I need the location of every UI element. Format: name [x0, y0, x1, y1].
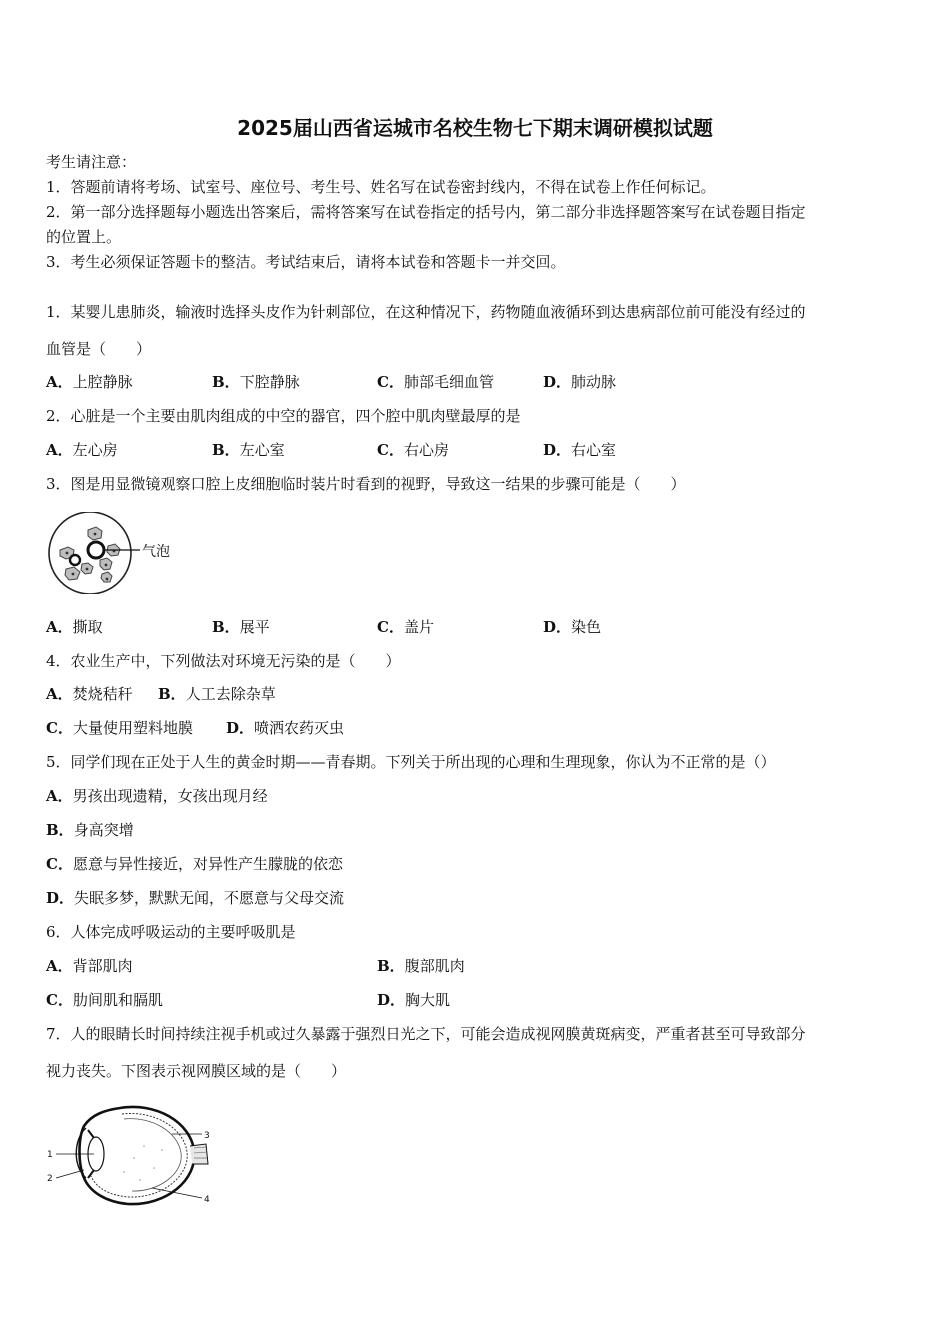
eye-label-4: 4 — [204, 1195, 210, 1205]
question-7-stem: 7．人的眼睛长时间持续注视手机或过久暴露于强烈日光之下，可能会造成视网膜黄斑病变，严重者甚至可导致部分 — [46, 1025, 806, 1043]
notice-item: 的位置上。 — [46, 228, 122, 246]
question-1-stem: 1．某婴儿患肺炎，输液时选择头皮作为针刺部位，在这种情况下，药物随血液循环到达患病部位前可能没有经过的 — [46, 303, 806, 321]
option-b[interactable]: B．下腔静脉 — [212, 373, 300, 391]
option-c[interactable]: C．肺部毛细血管 — [377, 373, 494, 391]
option-d[interactable]: D．喷洒农药灭虫 — [226, 719, 345, 737]
option-c[interactable]: C．愿意与异性接近，对异性产生朦胧的依恋 — [46, 855, 343, 873]
option-a[interactable]: A．上腔静脉 — [46, 373, 133, 391]
option-b[interactable]: B．人工去除杂草 — [158, 685, 276, 703]
eye-diagram-figure — [44, 1098, 216, 1210]
option-b[interactable]: B．身高突增 — [46, 821, 134, 839]
question-3-stem: 3．图是用显微镜观察口腔上皮细胞临时装片时看到的视野，导致这一结果的步骤可能是（ ） — [46, 475, 686, 493]
notice-item: 1．答题前请将考场、试室号、座位号、考生号、姓名写在试卷密封线内，不得在试卷上作任何标记。 — [46, 178, 716, 196]
option-a[interactable]: A．焚烧秸秆 — [46, 685, 133, 703]
question-6-stem: 6．人体完成呼吸运动的主要呼吸肌是 — [46, 923, 296, 941]
air-bubble-large — [88, 542, 104, 558]
bubble-label: 气泡 — [142, 544, 170, 560]
option-b[interactable]: B．左心室 — [212, 441, 285, 459]
option-d[interactable]: D．失眠多梦，默默无闻，不愿意与父母交流 — [46, 889, 345, 907]
option-d[interactable]: D．肺动脉 — [543, 373, 617, 391]
option-c[interactable]: C．盖片 — [377, 618, 434, 636]
eye-label-2: 2 — [47, 1174, 53, 1184]
option-a[interactable]: A．撕取 — [46, 618, 103, 636]
page-title: 2025届山西省运城市名校生物七下期末调研模拟试题 — [237, 116, 713, 140]
option-a[interactable]: A．背部肌肉 — [46, 957, 133, 975]
question-5-stem: 5．同学们现在正处于人生的黄金时期——青春期。下列关于所出现的心理和生理现象，你认为不正常的是（） — [46, 753, 776, 771]
eye-label-1: 1 — [47, 1150, 53, 1160]
question-1-stem: 血管是（ ） — [46, 340, 152, 358]
option-a[interactable]: A．男孩出现遗精，女孩出现月经 — [46, 787, 268, 805]
eye-label-3: 3 — [204, 1131, 210, 1141]
question-2-stem: 2．心脏是一个主要由肌肉组成的中空的器官，四个腔中肌肉壁最厚的是 — [46, 407, 521, 425]
notice-header: 考生请注意： — [46, 153, 137, 171]
air-bubble-small — [70, 555, 80, 565]
option-d[interactable]: D．右心室 — [543, 441, 617, 459]
option-b[interactable]: B．展平 — [212, 618, 270, 636]
notice-item: 3．考生必须保证答题卡的整洁。考试结束后，请将本试卷和答题卡一并交回。 — [46, 253, 566, 271]
option-d[interactable]: D．胸大肌 — [377, 991, 451, 1009]
notice-item: 2．第一部分选择题每小题选出答案后，需将答案写在试卷指定的括号内，第二部分非选择题答案写在试卷题目指定 — [46, 203, 806, 221]
option-c[interactable]: C．肋间肌和膈肌 — [46, 991, 163, 1009]
option-c[interactable]: C．右心房 — [377, 441, 449, 459]
question-7-stem: 视力丧失。下图表示视网膜区域的是（ ） — [46, 1062, 347, 1080]
option-b[interactable]: B．腹部肌肉 — [377, 957, 465, 975]
microscope-field-figure — [44, 512, 184, 594]
question-4-stem: 4．农业生产中，下列做法对环境无污染的是（ ） — [46, 652, 401, 670]
option-d[interactable]: D．染色 — [543, 618, 602, 636]
option-c[interactable]: C．大量使用塑料地膜 — [46, 719, 193, 737]
option-a[interactable]: A．左心房 — [46, 441, 118, 459]
